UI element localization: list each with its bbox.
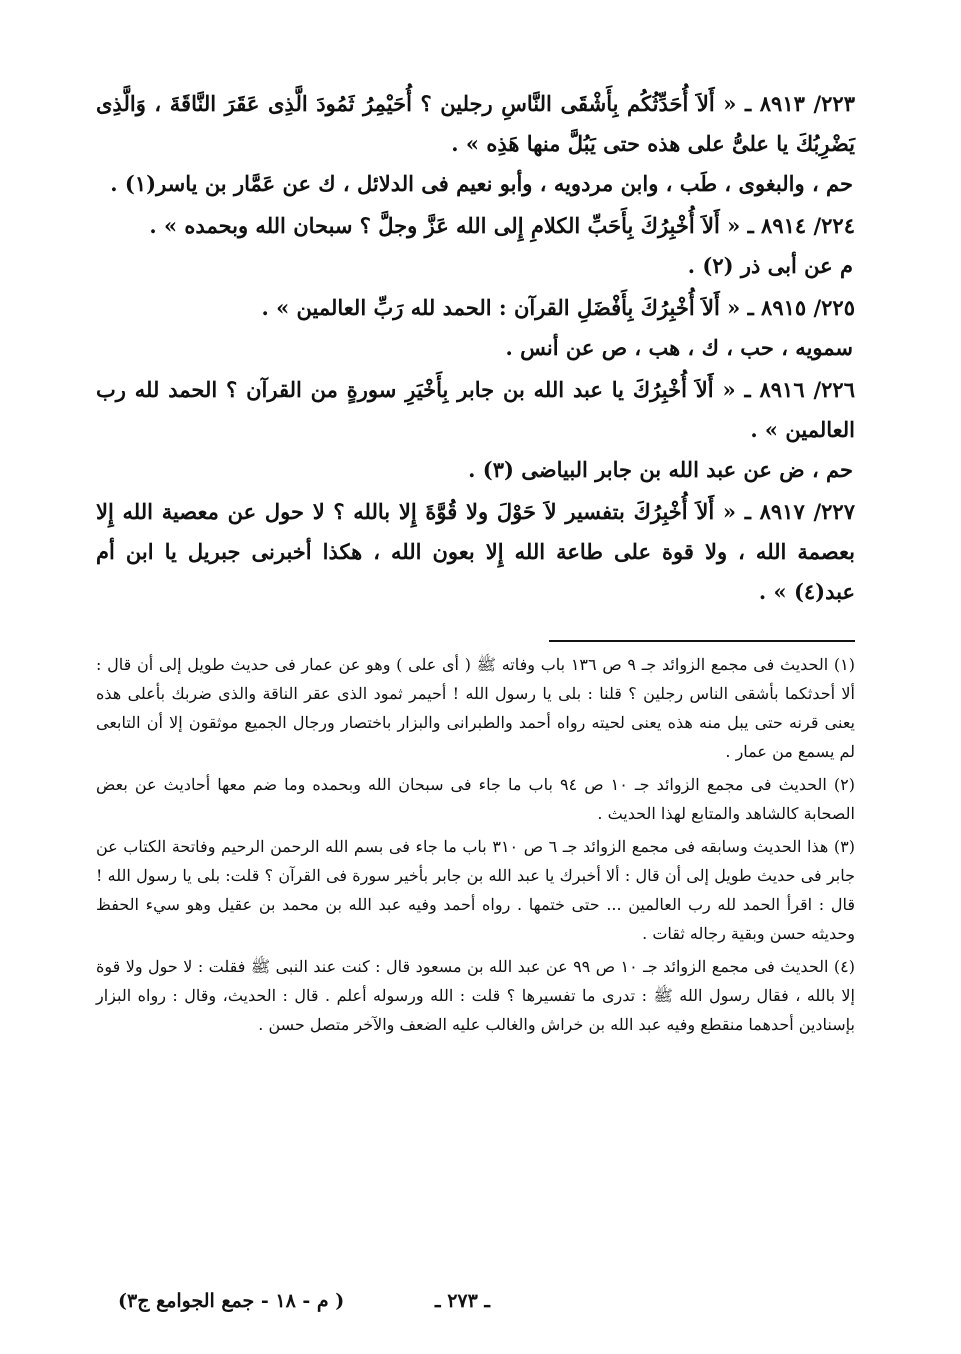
hadith-text: ٢٢٥/ ٨٩١٥ ـ « أَلاَ أُخْبِرُكَ بِأَفْضَلِ القرآن : الحمد لله رَبِّ العالمين » . xyxy=(261,295,855,320)
footnote: (٢) الحديث فى مجمع الزوائد جـ ١٠ ص ٩٤ باب ما جاء فى سبحان الله وبحمده وما ضم معها أحاديث عن بعض الصحابة كالشاهد والمتابع لهذا الحديث . xyxy=(96,775,855,823)
hadith-reference: حم ، ض عن عبد الله بن جابر البياضى (٣) . xyxy=(468,457,853,482)
hadith-reference: م عن أبى ذر (٢) . xyxy=(687,253,853,278)
hadith-body xyxy=(96,84,855,612)
hadith-reference: سمويه ، حب ، ك ، هب ، ص عن أنس . xyxy=(505,335,853,360)
hadith-text: ٢٢٣/ ٨٩١٣ ـ « أَلاَ أُحَدِّثُكُم بِأَشْقَى النَّاسِ رجلين ؟ أُحَيْمِرُ ثَمُودَ الَّذِى عَقَرَ النَّاقَةَ ، وَالَّذِى يَضْرِبُكَ يا علىُّ على هذه حتى يَبُلَّ منها هَذِه » . xyxy=(96,91,855,156)
hadith-text: ٢٢٧/ ٨٩١٧ ـ « أَلاَ أُخْبِرُكَ بتفسير لاَ حَوْلَ ولا قُوَّةَ إِلا بالله ؟ لا حول عن معصية الله إِلا بعصمة الله ، ولا قوة على طاعة الله إِلا بعون الله ، هكذا أخبرنى جبريل يا ابن أم عبد(٤) » . xyxy=(96,499,855,604)
footnotes xyxy=(96,650,855,1039)
footnote: (١) الحديث فى مجمع الزوائد جـ ٩ ص ١٣٦ باب وفاته ﷺ ( أى على ) وهو عن عمار فى حديث طويل إلى أن قال : ألا أحدثكما بأشقى الناس رجلين ؟ قلنا : بلى يا رسول الله ! أحيمر ثمود الذى عقر الناقة والذى ضربك بأعلى هذه يعنى قرنه حتى يبل منه هذه يعنى لحيته رواه أحمد والطبرانى والبزار باختصار ورجال الجميع موثقون إلا أن التابعى لم يسمع من عمار . xyxy=(96,655,856,761)
printer-signature: ( م - ١٨ - جمع الجوامع ج٣) xyxy=(118,1290,345,1312)
hadith-text: ٢٢٤/ ٨٩١٤ ـ « أَلاَ أُخْبِرُكَ بِأَحَبِّ الكلامِ إِلى الله عَزَّ وجلَّ ؟ سبحان الله وبحمده » . xyxy=(149,213,855,238)
footnote-divider xyxy=(549,640,855,642)
footnote: (٤) الحديث فى مجمع الزوائد جـ ١٠ ص ٩٩ عن عبد الله بن مسعود قال : كنت عند النبى ﷺ فقلت : لا حول ولا قوة إلا بالله ، فقال رسول الله ﷺ : تدرى ما تفسيرها ؟ قلت : الله ورسوله أعلم . قال : الحديث، وقال : رواه البزار بإسنادين أحدهما منقطع وفيه عبد الله بن خراش والغالب عليه الضعف والآخر متصل حسن . xyxy=(96,957,856,1034)
hadith-reference: حم ، والبغوى ، طَب ، وابن مردويه ، وأبو نعيم فى الدلائل ، ك عن عَمَّار بن ياسر(١) . xyxy=(110,171,853,196)
page-number: ـ ٢٧٣ ـ xyxy=(435,1290,490,1312)
hadith-text: ٢٢٦/ ٨٩١٦ ـ « أَلاَ أُخْبِرُكَ يا عبد الله بن جابر بِأَخْيَرِ سورةٍ من القرآن ؟ الحمد لله رب العالمين » . xyxy=(96,377,855,442)
footnote: (٣) هذا الحديث وسابقه فى مجمع الزوائد جـ ٦ ص ٣١٠ باب ما جاء فى بسم الله الرحمن الرحيم وفاتحة الكتاب عن جابر فى حديث طويل إلى أن قال : ألا أخبرك يا عبد الله بن جابر بأخير سورة فى القرآن ؟ قلت: بلى يا رسول الله ! قال : اقرأ الحمد لله رب العالمين ... حتى ختمها . رواه أحمد وفيه عبد الله بن محمد بن عقيل وهو سيء الحفظ وحديثه حسن وبقية رجاله ثقات . xyxy=(96,837,856,943)
